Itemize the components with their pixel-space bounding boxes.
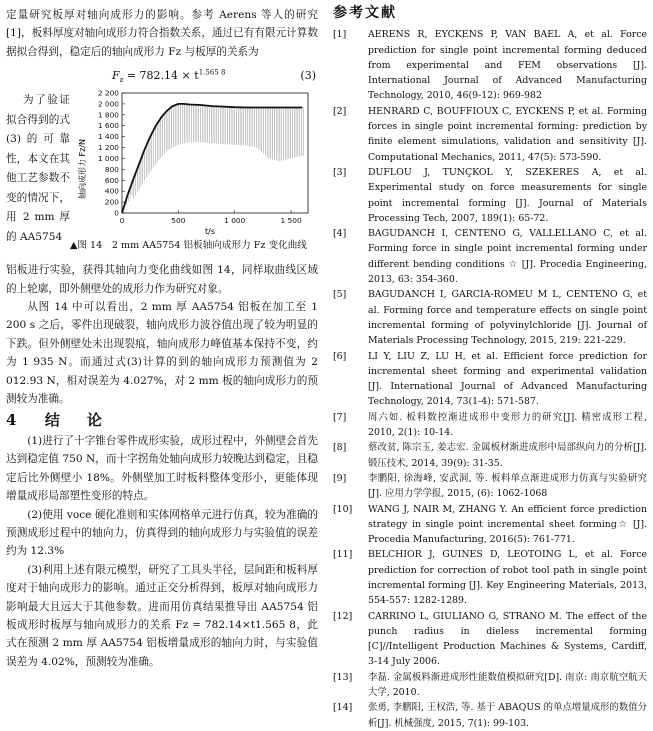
equation-number: (3) (300, 69, 316, 83)
reference-item (331, 700, 647, 731)
reference-text: WANG J, NAIR M, ZHANG Y. An efficient force prediction strategy in single point incremental sheet forming☆ [J]. Procedia Manufacturing, 2016(5): 761-771. (368, 503, 647, 546)
y-tick-label: 200 (104, 197, 119, 207)
section-heading (6, 411, 318, 429)
section-title: 结 论 (44, 411, 108, 430)
equation-3 (6, 65, 318, 89)
reference-item (331, 440, 647, 471)
reference-item (331, 226, 647, 287)
reference-text: BAGUDANCH I, GARCIA-ROMEU M L, CENTENO G, et al. Forming force and temperature effects on single point incremental forming of polyvinylchloride [J]. Journal of Materials Processing Technology, 2015, 219: 221-229. (368, 289, 647, 347)
reference-item (331, 670, 647, 701)
reference-item (331, 471, 647, 502)
reference-number: [9] (333, 472, 347, 484)
reference-number: [2] (333, 105, 347, 117)
reference-text: 李鹏阳, 徐海峰, 安武洞, 等. 板料单点渐进成形力仿真与实验研究[J]. 应用力学学报, 2015, (6): 1062-1068 (368, 472, 647, 500)
y-tick-label: 1 600 (97, 121, 119, 131)
reference-item (331, 502, 647, 548)
reference-text: 蔡改贫, 陈宗玉, 姜志宏. 金属板材渐进成形中局部纵向力的分析[J]. 锻压技术, 2014, 39(9): 31-35. (368, 442, 647, 469)
reference-text: AERENS R, EYCKENS P, VAN BAEL A, et al. Force prediction for single point incremental forming deduced from experimental and FEM observations [J]. International Journal of Advanced Manufacturing Technology, 2010, 46(9-12): 969-982 (368, 29, 647, 102)
y-tick-label: 1 200 (97, 143, 119, 153)
reference-item (331, 410, 647, 441)
y-tick-label: 0 (114, 208, 119, 218)
y-tick-label: 800 (104, 165, 119, 175)
reference-number: [8] (333, 442, 347, 454)
reference-text: 张勇, 李鹏阳, 王权浩, 等. 基于 ABAQUS 的单点增量成形的数值分析[J]. 机械强度, 2015, 7(1): 99-103. (368, 702, 647, 729)
y-tick-label: 1 400 (97, 132, 119, 142)
figure-caption: ▲图 14 2 mm AA5754 铝板轴向成形力 Fz 变化曲线 (70, 240, 307, 252)
reference-item (331, 547, 647, 608)
reference-text: BAGUDANCH I, CENTENO G, VALLELLANO C, et al. Forming force in single point incremental forming under different bending conditions ☆ [J]. Procedia Engineering, 2013, 63: 354-360. (368, 228, 647, 286)
y-tick-label: 600 (104, 175, 119, 185)
reference-item (331, 165, 647, 226)
chart-marks (122, 104, 303, 213)
reference-item (331, 27, 647, 103)
paragraph-2: 从图 14 中可以看出，2 mm 厚 AA5754 铝板在加工至 1 200 s 之后，零件出现破裂，轴向成形力波谷值出现了较为明显的下跌。但外侧壁处未出现裂痕，轴向成形力峰值基本保持不变，约为 1 935 N。而通过式(3)计算的到的轴向成形力预测值为 2 012.93 N，相对误差为 4.027%，对 2 mm 板的轴向成形力的预测较为准确。 (6, 301, 318, 406)
y-tick-label: 400 (104, 186, 119, 196)
reference-list (331, 27, 647, 731)
intro-paragraph: 定量研究板厚对轴向成形力的影响。参考 Aerens 等人的研究[1]，板料厚度对轴向成形力符合指数关系，通过已有有限元计算数据拟合得到，稳定后的轴向成形力 Fz 与板厚的关系为 (6, 9, 318, 58)
reference-number: [1] (333, 29, 347, 41)
conclusion-3: (3)利用上述有限元模型，研究了工具头半径，层间距和板料厚度对于轴向成形力的影响。通过正交分析得到，板厚对轴向成形力影响最大且远大于其他参数。进而用仿真结果推导出 AA5754 铝板成形时板厚与轴向成形力的关系 Fz = 782.14×t1.565 8，此式在预测 2 mm 厚 AA5754 铝板增量成形的轴向力时，与实验值误差为 4.02%，预测较为准确。 (6, 563, 318, 668)
reference-number: [12] (333, 610, 353, 622)
y-tick-label: 2 200 (97, 88, 119, 98)
upper-envelope-line (122, 104, 302, 213)
references-column (331, 6, 647, 731)
reference-text: HENRARD C, BOUFFIOUX C, EYCKENS P, et al. Forming forces in single point incremental forming: prediction by finite element simulations, validation and sensitivity [J]. Computational Mechanics, 2011, 47(5): 573-590. (368, 105, 647, 163)
figure-14-block (6, 88, 318, 261)
reference-number: [6] (333, 350, 347, 362)
references-title: 参考文献 (333, 5, 397, 21)
reference-item (331, 609, 647, 670)
axial-force-chart (70, 87, 318, 237)
reference-text: 李磊. 金属板料渐进成形性能数值模拟研究[D]. 南京: 南京航空航天大学, 2010. (368, 671, 647, 699)
reference-number: [13] (333, 671, 353, 683)
equation-formula: $F_z = 782.14 \times t^{1.565 8}$ (112, 68, 226, 85)
section-number: 4 (6, 411, 23, 430)
reference-number: [4] (333, 228, 347, 240)
side-paragraph: 为了验证拟合得到的式(3)的可靠性，本文在其他工艺参数不变的情况下，用 2 mm 厚的 AA5754 (6, 94, 70, 243)
reference-number: [3] (333, 166, 347, 178)
reference-item (331, 287, 647, 348)
y-axis-label: 轴向成形力 Fz/N (78, 139, 87, 200)
x-tick-label: 1 500 (280, 216, 302, 226)
reference-text: BELCHIOR J, GUINES D, LEOTOING L, et al. Force prediction for correction of robot tool path in single point incremental forming [J]. Key Engineering Materials, 2013, 554-557: 1282-1289. (368, 549, 647, 607)
reference-text: DUFLOU J, TUNÇKOL Y, SZEKERES A, et al. Experimental study on force measurements for single point incremental forming [J]. Journal of Materials Processing Tech, 2007, 189(1): 65-72. (368, 166, 647, 224)
reference-text: 周六如. 板料数控渐进成形中变形力的研究[J]. 精密成形工程, 2010, 2(1): 10-14. (368, 411, 647, 439)
x-tick-label: 500 (171, 216, 186, 226)
left-column (6, 6, 318, 671)
y-tick-label: 2 000 (97, 99, 119, 109)
reference-item (331, 104, 647, 165)
conclusion-2: (2)使用 voce 硬化准则和实体网格单元进行仿真，较为准确的预测成形过程中的轴向力，仿真得到的轴向成形力与实验值的误差约为 12.3% (6, 508, 318, 558)
reference-item (331, 349, 647, 410)
reference-number: [7] (333, 411, 347, 423)
x-axis-label: t/s (205, 227, 215, 237)
reference-number: [10] (333, 503, 353, 515)
y-tick-label: 1 000 (97, 154, 119, 164)
reference-text: CARRINO L, GIULIANO G, STRANO M. The effect of the punch radius in dieless incremental forming [C]//Intelligent Production Machines & Systems, Cardiff, 3-14 July 2006. (368, 610, 647, 668)
reference-number: [14] (333, 702, 353, 714)
y-tick-label: 1 800 (97, 110, 119, 120)
x-tick-label: 1 000 (224, 216, 246, 226)
reference-number: [5] (333, 289, 347, 301)
x-tick-label: 0 (119, 216, 125, 226)
reference-number: [11] (333, 549, 353, 561)
reference-text: LI Y, LIU Z, LU H, et al. Efficient force prediction for incremental sheet forming and experimental validation [J]. International Journal of Advanced Manufacturing Technology, 2014, 73(1-4): 571-587. (368, 350, 647, 408)
conclusion-1: (1)进行了十字锥台零件成形实验，成形过程中，外侧壁会首先达到稳定值 750 N，而十字拐角处轴向成形力较晚达到稳定，且稳定后比外侧壁小 18%。外侧壁加工时板料整体变形小，更能体现增量成形局部塑性变形的特点。 (6, 434, 318, 503)
continue-paragraph: 铝板进行实验，获得其轴向力变化曲线如图 14，同样取曲线区域的上轮廓，即外侧壁处的成形力作为研究对象。 (6, 264, 318, 295)
